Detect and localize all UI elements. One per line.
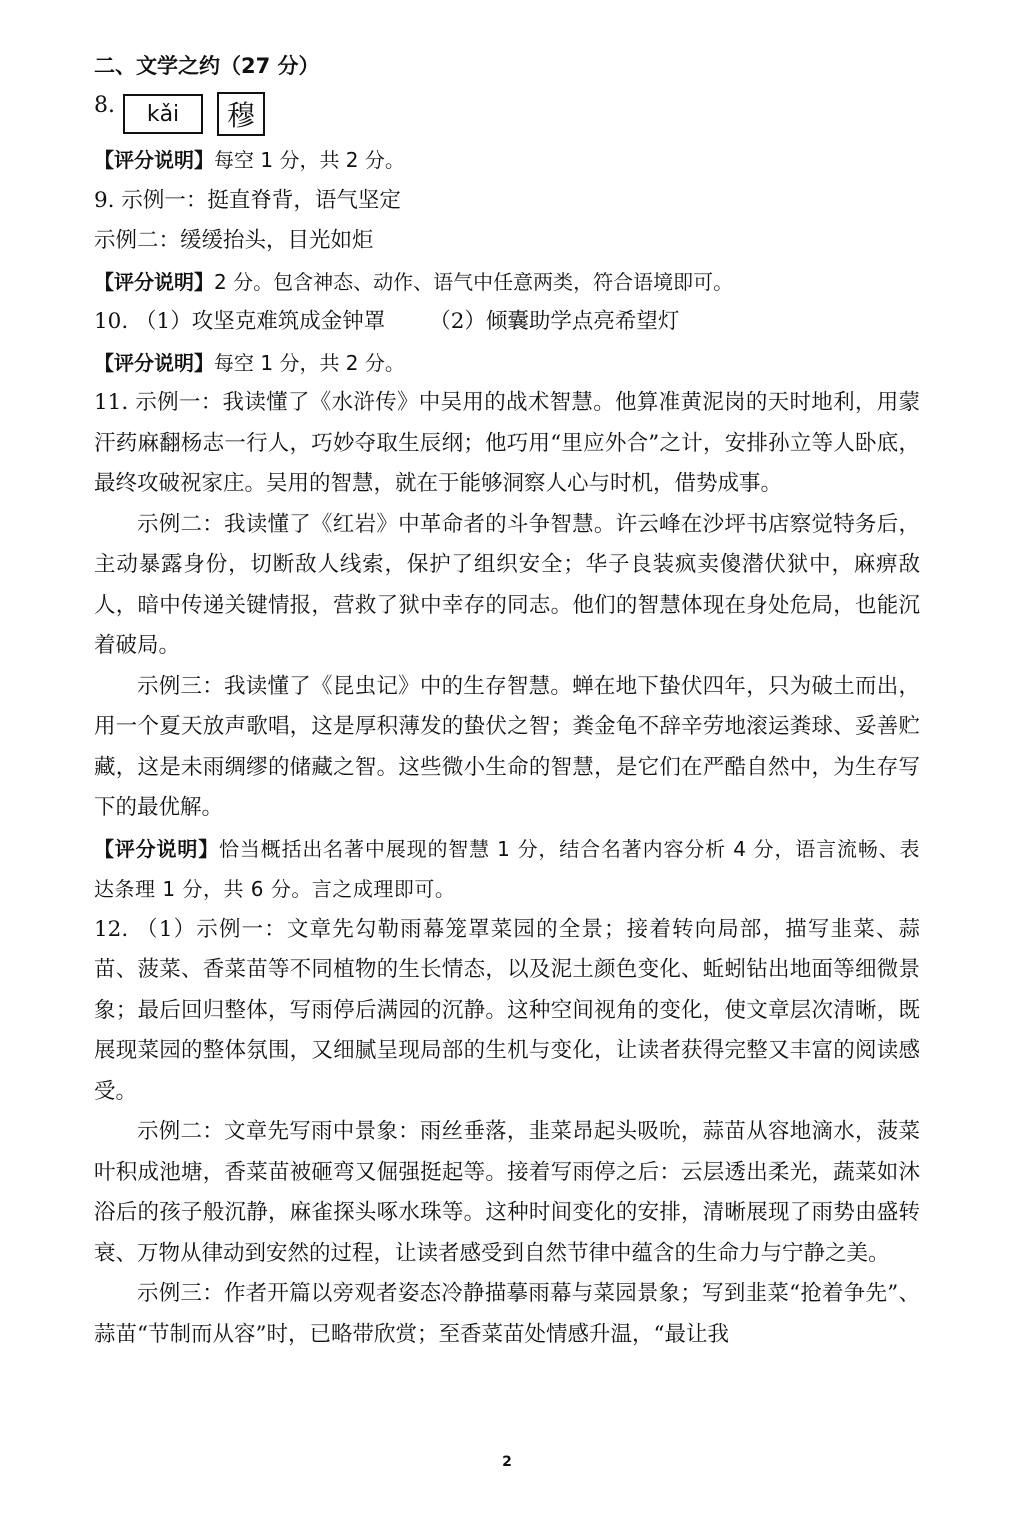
section-title: 二、文学之约（27 分）: [94, 54, 320, 78]
question-10-number: 10.: [94, 309, 129, 334]
character-answer-box: 穆: [217, 92, 265, 136]
q9-scoring-note: [94, 262, 920, 303]
q11-scoring-note: [94, 829, 920, 910]
q11-example-3: 示例三：我读懂了《昆虫记》中的生存智慧。蝉在地下蛰伏四年，只为破土而出，用一个夏天放声歌唱，这是厚积薄发的蛰伏之智；粪金龟不辞辛劳地滚运粪球、妥善贮藏，这是未雨绸缪的储藏之智。这些微小生命的智慧，是它们在严酷自然中，为生存写下的最优解。: [94, 673, 920, 820]
q11-example-1: 11. 示例一：我读懂了《水浒传》中吴用的战术智慧。他算准黄泥岗的天时地利，用蒙汗药麻翻杨志一行人，巧妙夺取生辰纲；他巧用“里应外合”之计，安排孙立等人卧底，最终攻破祝家庄。吴用的智慧，就在于能够洞察人心与时机，借势成事。: [94, 390, 920, 496]
scoring-text: 恰当概括出名著中展现的智慧 1 分，结合名著内容分析 4 分，语言流畅、表达条理 1 分，共 6 分。言之成理即可。: [94, 836, 920, 901]
scoring-label: 【评分说明】: [94, 148, 214, 172]
q8-scoring-note: [94, 140, 920, 181]
pinyin-answer-box: kǎi: [123, 94, 203, 134]
scoring-label: 【评分说明】: [94, 350, 214, 375]
q12-example-1: 12. （1）示例一：文章先勾勒雨幕笼罩菜园的全景；接着转向局部，描写韭菜、蒜苗、菠菜、香菜苗等不同植物的生长情态，以及泥土颜色变化、蚯蚓钻出地面等细微景象；最后回归整体，写雨停后满园的沉静。这种空间视角的变化，使文章层次清晰，既展现菜园的整体氛围，又细腻呈现局部的生机与变化，让读者获得完整又丰富的阅读感受。: [94, 916, 920, 1104]
scoring-label: 【评分说明】: [94, 836, 220, 861]
scoring-label: 【评分说明】: [94, 269, 214, 294]
page-number: 2: [502, 1454, 512, 1470]
q10-answer-1: （1）攻坚克难筑成金钟罩: [135, 309, 386, 334]
q12-example-3: 示例三：作者开篇以旁观者姿态冷静描摹雨幕与菜园景象；写到韭菜“抢着争先”、蒜苗“节制而从容”时，已略带欣赏；至香菜苗处情感升温，“最让我: [94, 1281, 920, 1347]
question-8-number: 8.: [94, 92, 115, 118]
q10-scoring-note: [94, 343, 920, 384]
scoring-text: 每空 1 分，共 2 分。: [214, 350, 405, 375]
q9-example-1: 9. 示例一：挺直脊背，语气坚定: [94, 187, 401, 213]
scoring-text: 2 分。包含神态、动作、语气中任意两类，符合语境即可。: [214, 269, 734, 294]
answer-key-page: [94, 44, 920, 1355]
q10-answer-2: （2）倾囊助学点亮希望灯: [429, 309, 680, 334]
scoring-text: 每空 1 分，共 2 分。: [214, 148, 405, 172]
q9-example-2: 示例二：缓缓抬头，目光如炬: [94, 228, 374, 253]
question-8: [94, 88, 920, 140]
question-10: [94, 302, 920, 343]
q12-example-2: 示例二：文章先写雨中景象：雨丝垂落，韭菜昂起头吸吮，蒜苗从容地滴水，菠菜叶积成池塘，香菜苗被砸弯又倔强挺起等。接着写雨停之后：云层透出柔光，蔬菜如沐浴后的孩子般沉静，麻雀探头啄水珠等。这种时间变化的安排，清晰展现了雨势由盛转衰、万物从律动到安然的过程，让读者感受到自然节律中蕴含的生命力与宁静之美。: [94, 1119, 920, 1266]
q11-example-2: 示例二：我读懂了《红岩》中革命者的斗争智慧。许云峰在沙坪书店察觉特务后，主动暴露身份，切断敌人线索，保护了组织安全；华子良装疯卖傻潜伏狱中，麻痹敌人，暗中传递关键情报，营救了狱中幸存的同志。他们的智慧体现在身处危局，也能沉着破局。: [94, 511, 920, 658]
